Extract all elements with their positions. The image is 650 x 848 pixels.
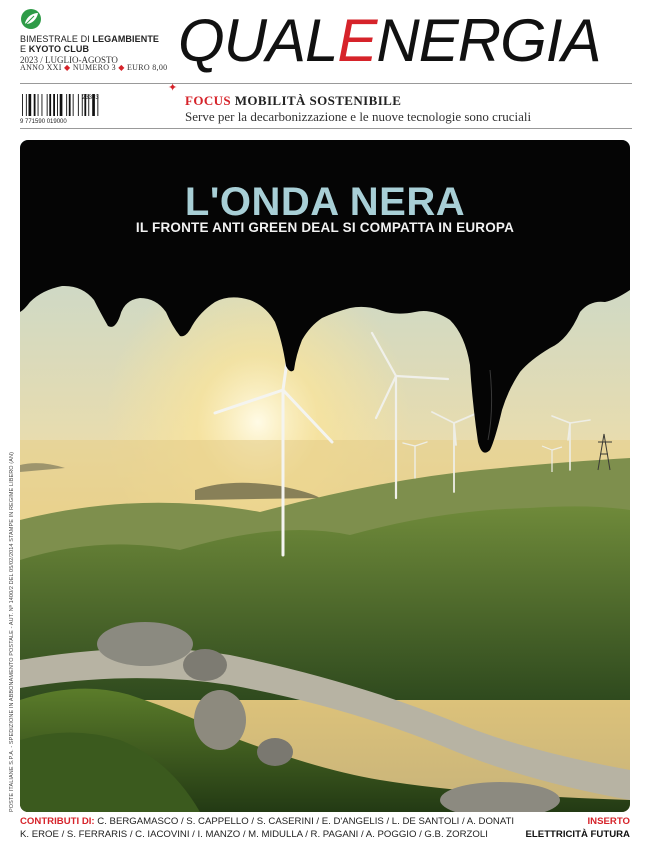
contributors-list [20,815,540,841]
contributors-line-1: CONTRIBUTI DI: C. BERGAMASCO / S. CAPPELLO / S. CASERINI / E. D'ANGELIS / L. DE SANTOLI / A. DONATI [20,816,515,827]
insert-box [526,815,630,841]
issue-info: ANNO XXI ◆ NUMERO 3 ◆ EURO 8,00 [20,63,168,72]
cover-headline: L'ONDA NERA [184,180,466,224]
insert-title: ELETTRICITÀ FUTURA [525,829,630,840]
contributors-line-2: K. EROE / S. FERRARIS / C. IACOVINI / I. MANZO / M. MIDULLA / R. PAGANI / A. POGGIO / G.B. ZORZOLI [20,829,488,840]
focus-subtitle: Serve per la decarbonizzazione e le nuove tecnologie sono cruciali [185,109,532,124]
issue-date: 2023 / LUGLIO-AGOSTO [20,55,118,65]
masthead-title: QUALENERGIA [178,7,601,74]
star-icon: ✦ [168,82,178,94]
cover-image [20,140,630,812]
header-divider [20,83,632,84]
focus-title: MOBILITÀ SOSTENIBILE [234,93,402,108]
publisher-line-1: BIMESTRALE DI LEGAMBIENTE [20,34,160,44]
focus-label: FOCUS [185,93,232,108]
contributors-label: CONTRIBUTI DI: [20,816,95,827]
focus-heading [185,93,401,109]
barcode-icon [20,92,160,124]
insert-label: INSERTO [587,816,630,827]
cover-subheadline: IL FRONTE ANTI GREEN DEAL SI COMPATTA IN EUROPA [135,220,515,235]
barcode-code: 23303 [82,95,99,101]
barcode-number: 9 771590 019000 [20,119,67,124]
leaf-logo-icon [20,8,42,30]
publisher-line-2: E KYOTO CLUB [20,44,90,54]
focus-divider [20,128,632,129]
postal-notice: POSTE ITALIANE S.P.A. - SPEDIZIONE IN ABBONAMENTO POSTALE - AUT. Nº 1400/2 DEL 05/02/2014 STAMPE IN REGIME LIBERO (AN) [9,451,15,812]
